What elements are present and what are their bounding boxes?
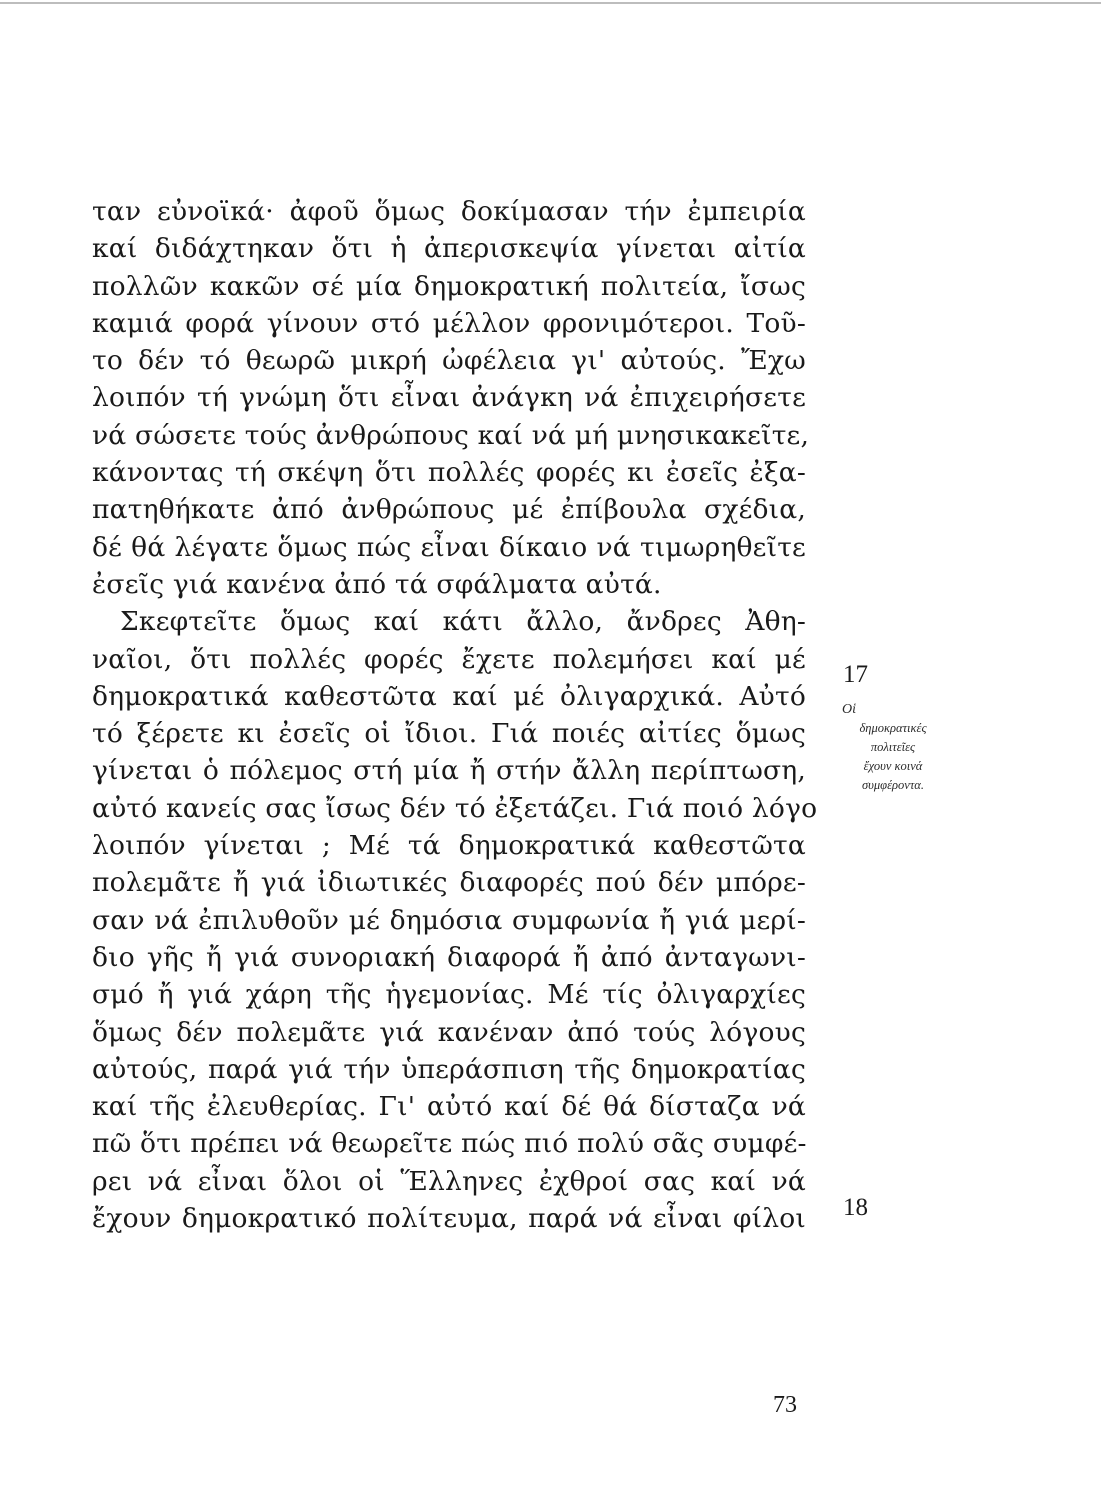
text-line: ἔχουν δημοκρατικό πολίτευμα, παρά νά εἶναι φίλοι: [92, 1203, 806, 1235]
text-line: πατηθήκατε ἀπό ἀνθρώπους μέ ἐπίβουλα σχέδια,: [92, 494, 806, 526]
text-line: λοιπόν γίνεται ; Μέ τά δημοκρατικά καθεστῶτα: [92, 830, 806, 862]
text-line: λοιπόν τή γνώμη ὅτι εἶναι ἀνάγκη νά ἐπιχειρήσετε: [92, 382, 806, 414]
text-line: σμό ἤ γιά χάρη τῆς ἡγεμονίας. Μέ τίς ὀλιγαρχίες: [92, 979, 806, 1011]
text-line: διο γῆς ἤ γιά συνοριακή διαφορά ἤ ἀπό ἀνταγωνι-: [92, 941, 806, 973]
side-note-line: συμφέροντα.: [862, 778, 924, 792]
text-line: ναῖοι, ὅτι πολλές φορές ἔχετε πολεμήσει καί μέ: [92, 643, 806, 675]
section-number-18: 18: [843, 1194, 868, 1221]
margin-side-note: [818, 700, 968, 795]
text-line: Σκεφτεῖτε ὅμως καί κάτι ἄλλο, ἄνδρες Ἀθη-: [120, 606, 806, 638]
text-line: νά σώσετε τούς ἀνθρώπους καί νά μή μνησικακεῖτε,: [92, 419, 810, 451]
text-line: πολλῶν κακῶν σέ μία δημοκρατική πολιτεία, ἴσως: [92, 270, 806, 302]
side-note-line: Οἱ: [842, 702, 856, 717]
side-note-line: ἔχουν κοινά: [863, 759, 923, 773]
text-line: σαν νά ἐπιλυθοῦν μέ δημόσια συμφωνία ἤ γιά μερί-: [92, 904, 806, 936]
text-line: αὐτό κανείς σας ἴσως δέν τό ἐξετάζει. Γιά ποιό λόγο: [92, 792, 818, 824]
side-note-line: πολιτεῖες: [870, 740, 916, 754]
body-text: [92, 193, 818, 1237]
text-line: δημοκρατικά καθεστῶτα καί μέ ὀλιγαρχικά. Αὐτό: [92, 680, 806, 712]
text-line: πολεμᾶτε ἤ γιά ἰδιωτικές διαφορές πού δέν μπόρε-: [92, 867, 806, 899]
side-note-line: δημοκρατικές: [859, 721, 927, 735]
text-line: δέ θά λέγατε ὅμως πώς εἶναι δίκαιο νά τιμωρηθεῖτε: [92, 531, 806, 563]
text-line: καί τῆς ἐλευθερίας. Γι' αὐτό καί δέ θά δίσταζα νά: [92, 1091, 806, 1123]
section-number-17: 17: [843, 661, 868, 688]
page-number: 73: [773, 1392, 797, 1418]
text-line: ὅμως δέν πολεμᾶτε γιά κανέναν ἀπό τούς λόγους: [92, 1016, 806, 1048]
top-scan-edge: [0, 2, 1101, 4]
text-line: τό ξέρετε κι ἐσεῖς οἱ ἴδιοι. Γιά ποιές αἰτίες ὅμως: [92, 718, 806, 750]
text-line: ἐσεῖς γιά κανένα ἀπό τά σφάλματα αὐτά.: [92, 568, 662, 600]
text-line: γίνεται ὁ πόλεμος στή μία ἤ στήν ἄλλη περίπτωση,: [92, 755, 806, 787]
text-line: ρει νά εἶναι ὅλοι οἱ Ἕλληνες ἐχθροί σας καί νά: [92, 1165, 806, 1197]
text-line: αὐτούς, παρά γιά τήν ὑπεράσπιση τῆς δημοκρατίας: [92, 1053, 806, 1085]
text-line: πῶ ὅτι πρέπει νά θεωρεῖτε πώς πιό πολύ σᾶς συμφέ-: [92, 1128, 807, 1160]
text-line: ταν εὐνοϊκά· ἀφοῦ ὅμως δοκίμασαν τήν ἐμπειρία: [92, 196, 806, 227]
text-line: κάνοντας τή σκέψη ὅτι πολλές φορές κι ἐσεῖς ἐξα-: [92, 457, 806, 489]
text-line: το δέν τό θεωρῶ μικρή ὠφέλεια γι' αὐτούς. Ἔχω: [92, 345, 806, 377]
text-line: καί διδάχτηκαν ὅτι ἡ ἀπερισκεψία γίνεται αἰτία: [92, 233, 806, 265]
text-line: καμιά φορά γίνουν στό μέλλον φρονιμότεροι. Τοῦ-: [92, 307, 806, 339]
